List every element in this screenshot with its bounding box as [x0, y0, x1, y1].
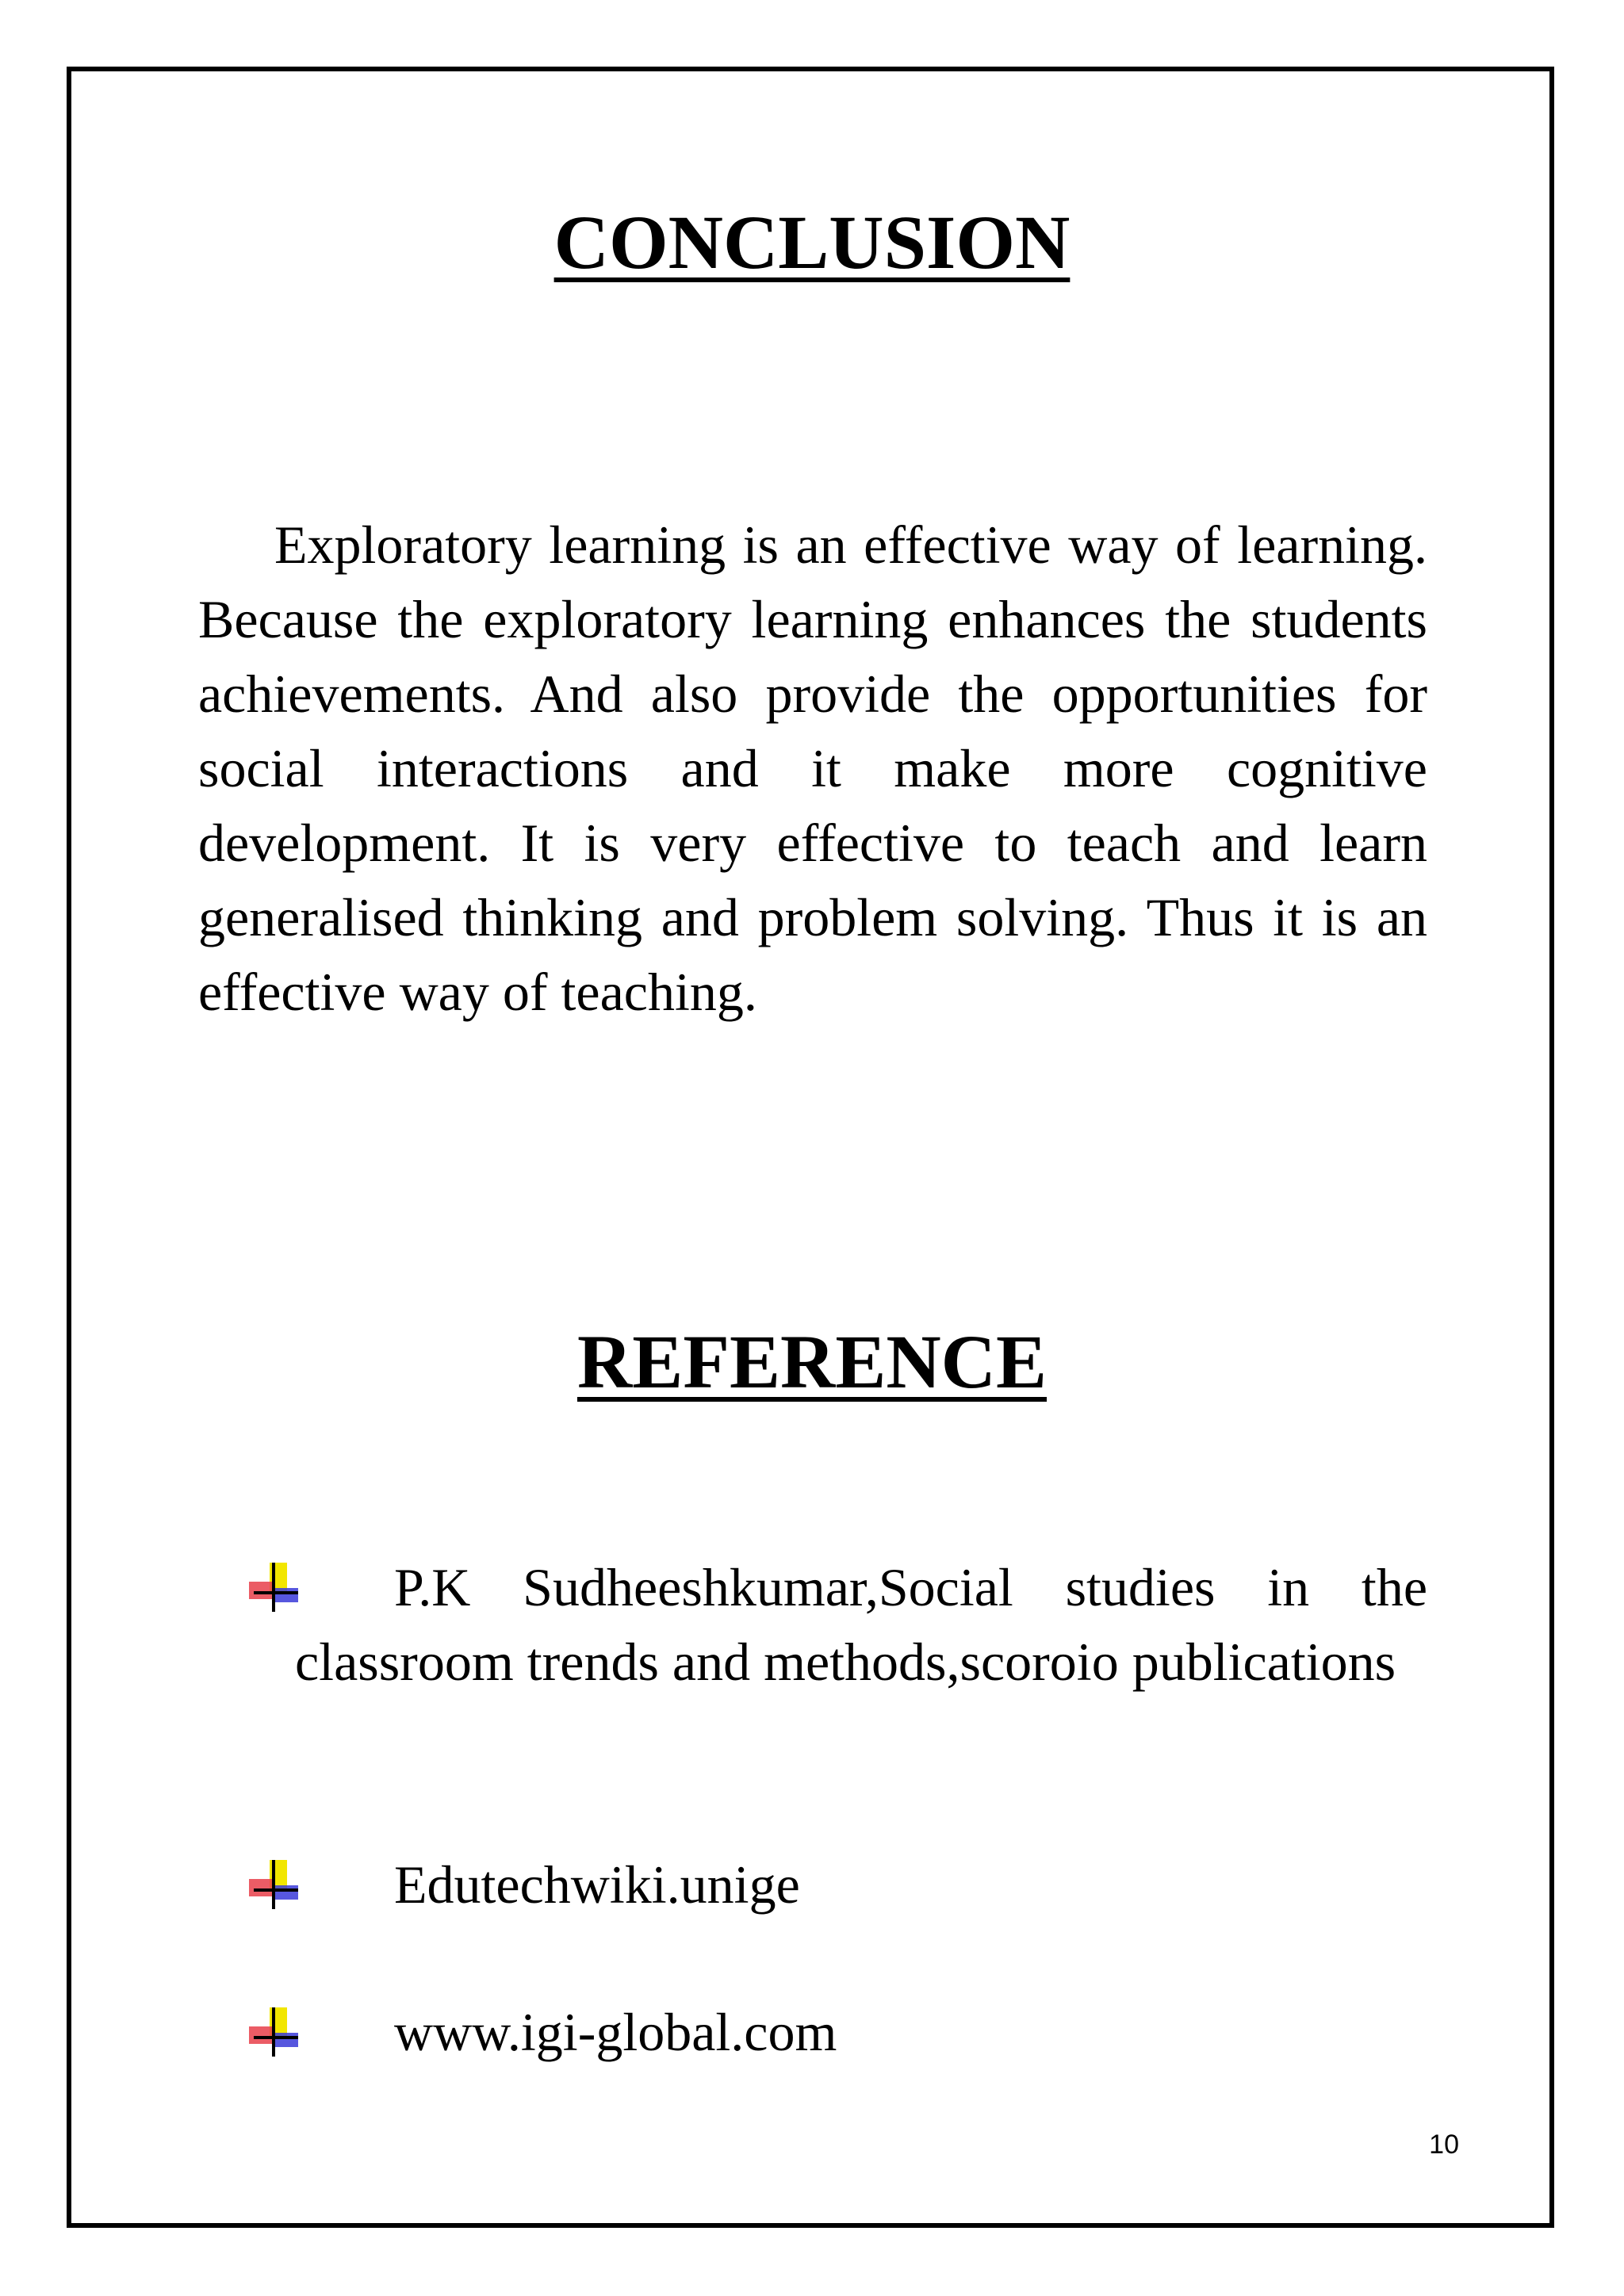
conclusion-paragraph: Exploratory learning is an effective way of learning. Because the exploratory learning enhances the students achievements. And also provide the opportunities for social interactions and it make more cognitive development. It is very effective to teach and learn generalised thinking and problem solving. Thus it is an effective way of teaching.: [198, 515, 1427, 1022]
reference-text: Edutechwiki.unige: [394, 1854, 800, 1915]
cross-bullet-icon: [246, 2004, 301, 2060]
reference-item: [246, 1995, 1427, 2069]
reference-item: [246, 1550, 1427, 1699]
reference-heading: REFERENCE: [576, 1319, 1048, 1404]
cross-bullet-icon: [246, 1857, 301, 1912]
page-number: 10: [1429, 2130, 1459, 2160]
conclusion-heading: CONCLUSION: [553, 200, 1071, 285]
cross-bullet-icon: [246, 1559, 301, 1615]
reference-item: [246, 1847, 1427, 1922]
reference-text: www.igi-global.com: [394, 2002, 837, 2062]
reference-text: P.K Sudheeshkumar,Social studies in the classroom trends and methods,scoroio publications: [295, 1557, 1427, 1692]
